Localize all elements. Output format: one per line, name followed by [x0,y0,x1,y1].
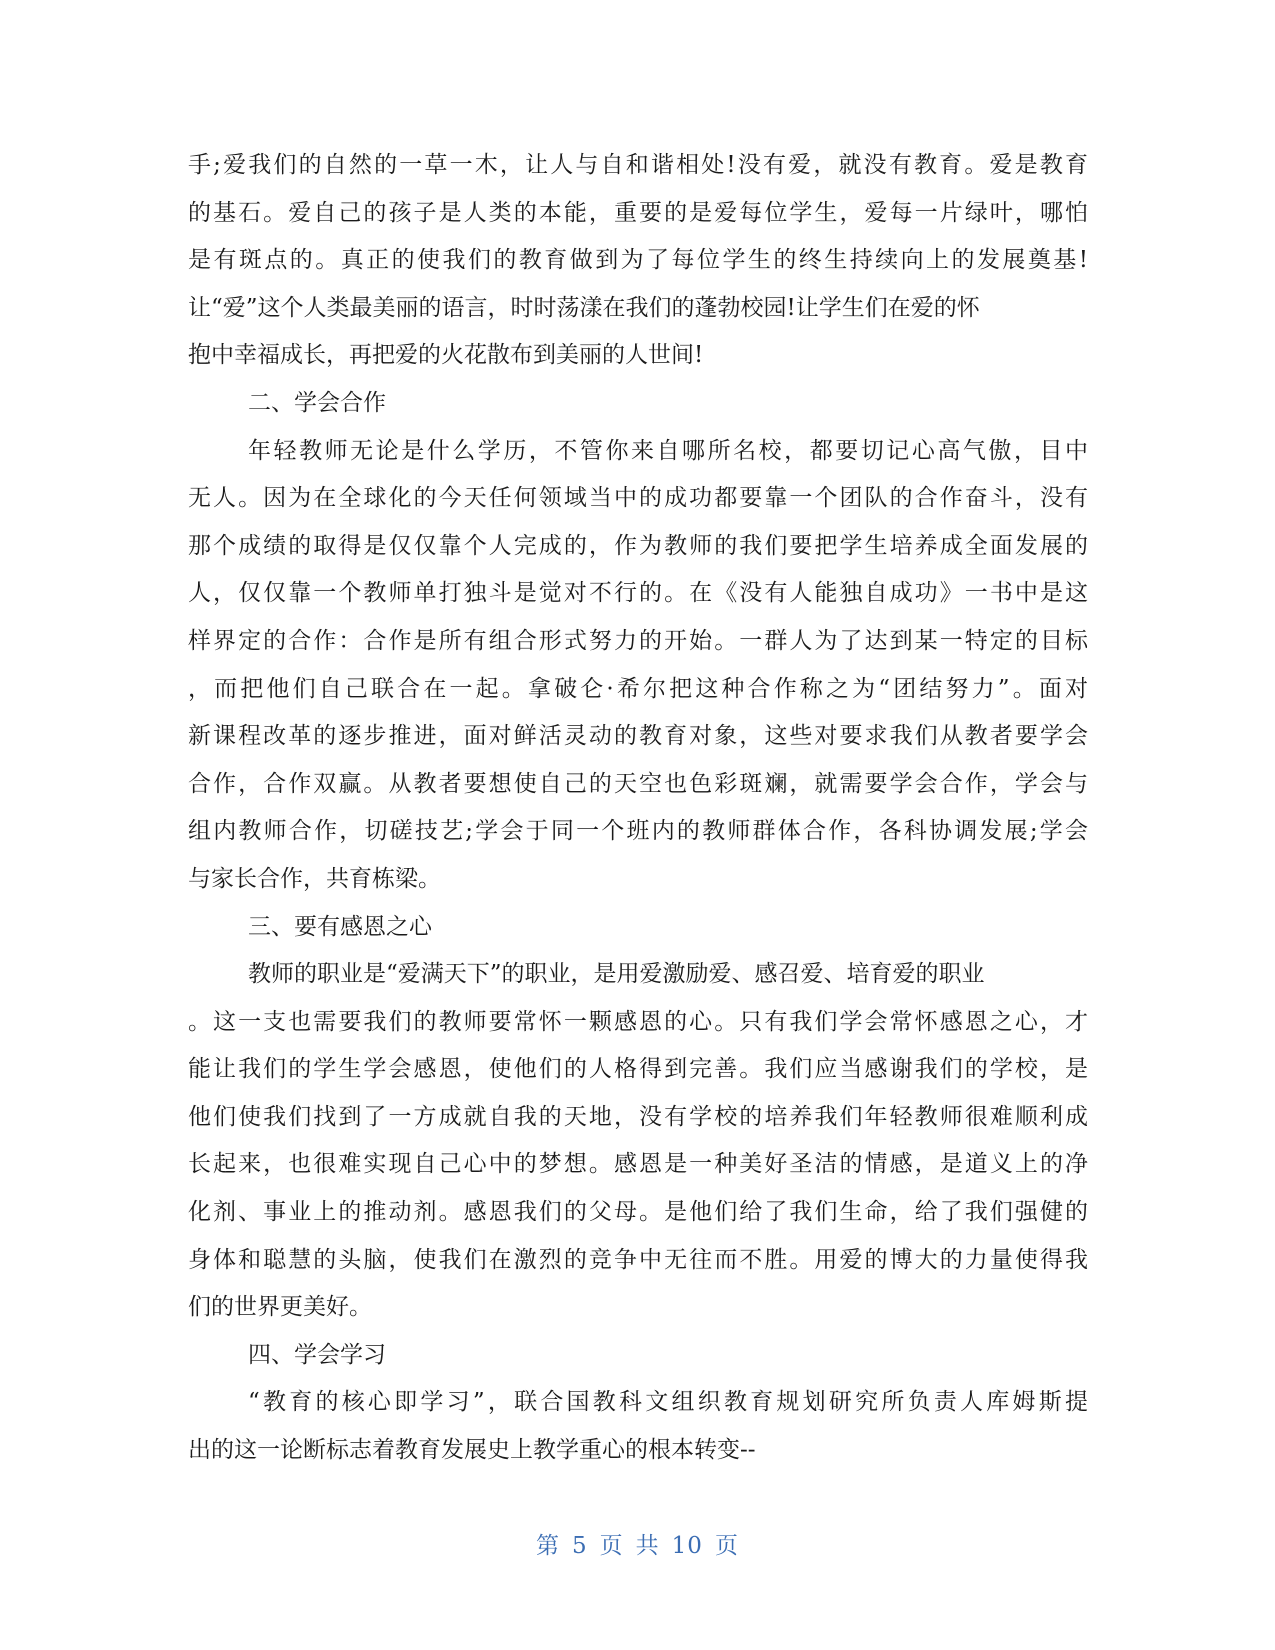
text-line: 新课程改革的逐步推进，面对鲜活灵动的教育对象，这些对要求我们从教者要学会 [188,723,1088,750]
text-line: 与家长合作，共育栋梁。 [188,865,441,892]
text-line: 合作，合作双赢。从教者要想使自己的天空也色彩斑斓，就需要学会合作，学会与 [188,770,1088,797]
text-line: 抱中幸福成长，再把爱的火花散布到美丽的人世间! [188,342,704,369]
text-line: 能让我们的学生学会感恩，使他们的人格得到完善。我们应当感谢我们的学校，是 [188,1056,1088,1083]
text-line: 手;爱我们的自然的一草一木，让人与自和谐相处!没有爱，就没有教育。爱是教育 [188,152,1088,178]
text-line: 年轻教师无论是什么学历，不管你来自哪所名校，都要切记心高气傲，目中 [248,437,1088,464]
text-line: 那个成绩的取得是仅仅靠个人完成的，作为教师的我们要把学生培养成全面发展的 [188,532,1088,559]
text-line: ，而把他们自己联合在一起。拿破仑·希尔把这种合作称之为“团结努力”。面对 [188,675,1088,702]
text-line: 组内教师合作，切磋技艺;学会于同一个班内的教师群体合作，各科协调发展;学会 [188,818,1088,845]
text-line: 们的世界更美好。 [188,1294,372,1321]
text-line: 身体和聪慧的头脑，使我们在激烈的竞争中无往而不胜。用爱的博大的力量使得我 [188,1246,1088,1273]
text-line: 长起来，也很难实现自己心中的梦想。感恩是一种美好圣洁的情感，是道义上的净 [188,1151,1088,1178]
text-line: 无人。因为在全球化的今天任何领域当中的成功都要靠一个团队的合作奋斗，没有 [188,485,1088,512]
text-line: 三、要有感恩之心 [248,913,432,940]
text-line: 四、学会学习 [248,1341,386,1368]
page-footer [0,1527,1275,1560]
text-line: 教师的职业是“爱满天下”的职业，是用爱激励爱、感召爱、培育爱的职业 [248,961,985,988]
text-line: 他们使我们找到了一方成就自我的天地，没有学校的培养我们年轻教师很难顺利成 [188,1103,1088,1130]
text-line: “教育的核心即学习”，联合国教科文组织教育规划研究所负责人库姆斯提 [248,1389,1088,1416]
text-line: 是有斑点的。真正的使我们的教育做到为了每位学生的终生持续向上的发展奠基! [188,247,1088,274]
text-line: 二、学会合作 [248,389,386,416]
page-label-suffix: 页 [714,1533,739,1559]
text-line: 样界定的合作：合作是所有组合形式努力的开始。一群人为了达到某一特定的目标 [188,627,1088,654]
text-line: 出的这一论断标志着教育发展史上教学重心的根本转变-- [188,1437,756,1464]
text-line: 。这一支也需要我们的教师要常怀一颗感恩的心。只有我们学会常怀感恩之心，才 [188,1008,1088,1035]
text-line: 让“爱”这个人类最美丽的语言，时时荡漾在我们的蓬勃校园!让学生们在爱的怀 [188,294,980,321]
total-pages-number: 10 [671,1533,703,1559]
current-page-number: 5 [572,1533,588,1559]
text-line: 人，仅仅靠一个教师单打独斗是觉对不行的。在《没有人能独自成功》一书中是这 [188,580,1088,607]
text-line: 的基石。爱自己的孩子是人类的本能，重要的是爱每位学生，爱每一片绿叶，哪怕 [188,199,1088,226]
page-label-prefix: 第 [536,1533,561,1559]
page-label-middle2: 共 [635,1533,660,1559]
text-line: 化剂、事业上的推动剂。感恩我们的父母。是他们给了我们生命，给了我们强健的 [188,1199,1088,1226]
document-body [188,142,1088,1475]
page-label-middle1: 页 [599,1533,624,1559]
